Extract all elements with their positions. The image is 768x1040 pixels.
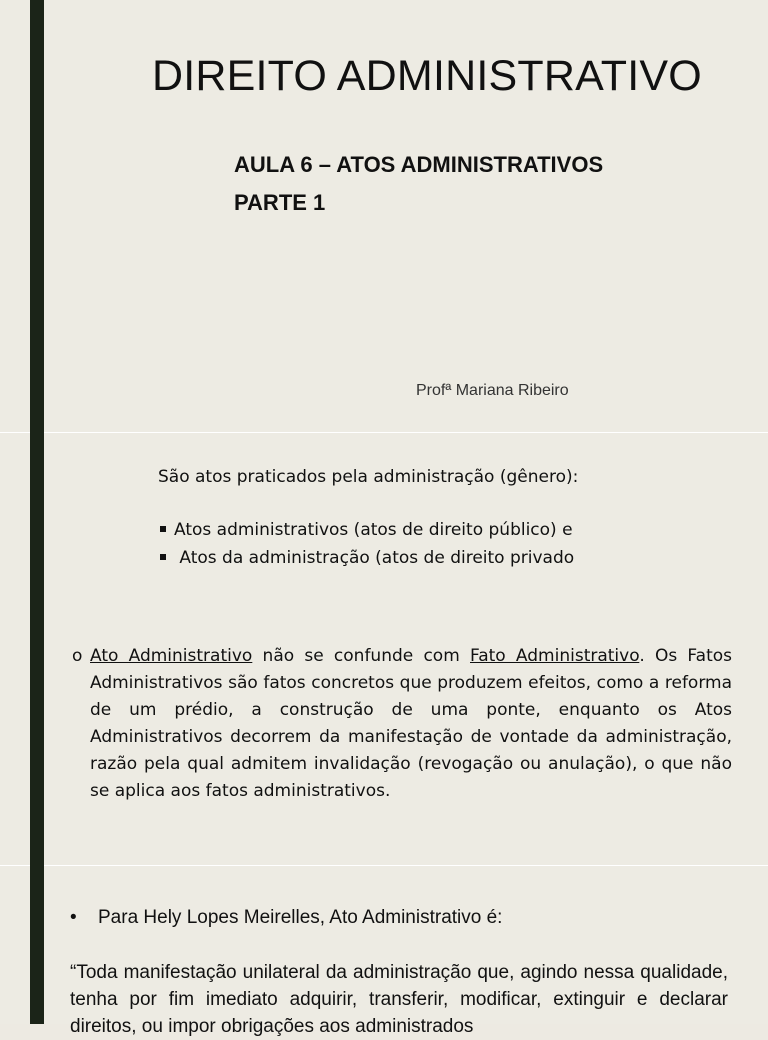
bullet-text: Atos da administração (atos de direito privado — [174, 548, 575, 568]
paragraph-connector: não se confunde com — [252, 646, 470, 666]
paragraph-text — [90, 643, 732, 805]
subtitle-line-2: PARTE 1 — [234, 190, 326, 215]
slide-2 — [0, 433, 768, 865]
bullet-item — [158, 548, 574, 568]
bullet-text: Para Hely Lopes Meirelles, Ato Administrativo é: — [98, 907, 503, 928]
definition-paragraph — [72, 643, 732, 805]
term-fato-administrativo: Fato Administrativo — [470, 646, 640, 666]
slide-3 — [0, 866, 768, 1037]
slide-1 — [0, 0, 768, 432]
term-ato-administrativo: Ato Administrativo — [90, 646, 253, 666]
slide-subtitle — [234, 146, 603, 222]
bullet-item — [158, 520, 573, 540]
bullet-text: Atos administrativos (atos de direito público) e — [174, 520, 573, 540]
accent-bar — [30, 0, 44, 1024]
subtitle-line-1: AULA 6 – ATOS ADMINISTRATIVOS — [234, 152, 604, 177]
author-name: Profª Mariana Ribeiro — [416, 382, 569, 399]
square-bullet-icon — [160, 554, 166, 560]
intro-text: São atos praticados pela administração (gênero): — [158, 467, 579, 487]
bullet-item — [70, 907, 502, 929]
circle-bullet-icon: o — [72, 646, 83, 666]
paragraph-body: . Os Fatos Administrativos são fatos concretos que produzem efeitos, como a reforma de um prédio, a construção de uma ponte, enquanto os Atos Administrativos decorrem da manifestação de vontade da administração, razão pela qual admitem invalidação (revogação ou anulação), o que não se aplica aos fatos administrativos. — [90, 646, 732, 801]
dot-bullet-icon: • — [70, 907, 77, 928]
slide-title: DIREITO ADMINISTRATIVO — [152, 52, 702, 100]
square-bullet-icon — [160, 526, 166, 532]
definition-quote: “Toda manifestação unilateral da administração que, agindo nessa qualidade, tenha por fim imediato adquirir, transferir, modificar, extinguir e declarar direitos, ou impor obrigações aos administrados — [70, 962, 728, 1037]
